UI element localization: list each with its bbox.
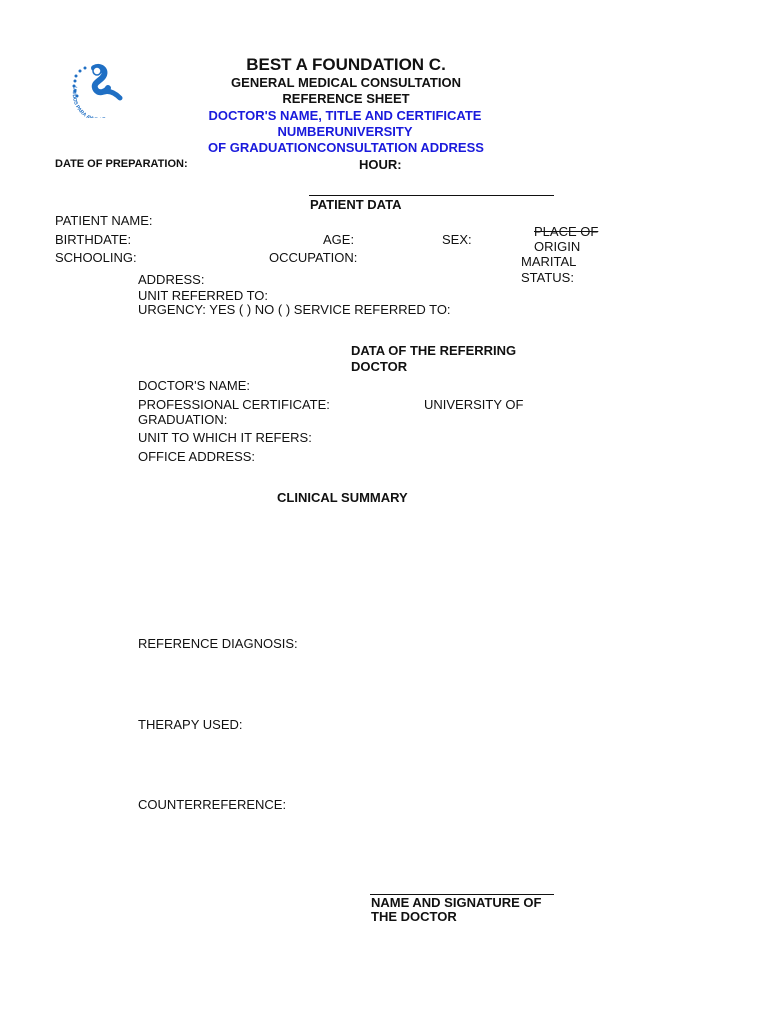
doctor-info-line-3: OF GRADUATIONCONSULTATION ADDRESS bbox=[208, 140, 484, 155]
therapy-used-label: THERAPY USED: bbox=[138, 717, 243, 732]
doctor-name-label: DOCTOR'S NAME: bbox=[138, 378, 251, 393]
status-label: STATUS: bbox=[521, 270, 574, 285]
university-label: UNIVERSITY OF bbox=[424, 397, 524, 412]
reference-diagnosis-label: REFERENCE DIAGNOSIS: bbox=[138, 636, 298, 651]
doctor-info-line-1: DOCTOR'S NAME, TITLE AND CERTIFICATE bbox=[208, 108, 482, 123]
age-label: AGE: bbox=[323, 232, 355, 247]
signature-label-1: NAME AND SIGNATURE OF bbox=[371, 895, 542, 910]
professional-certificate-label: PROFESSIONAL CERTIFICATE: bbox=[138, 397, 330, 412]
counterreference-label: COUNTERREFERENCE: bbox=[138, 797, 287, 812]
doctor-info-line-2: NUMBERUNIVERSITY bbox=[277, 124, 413, 139]
form-subtitle-reference: REFERENCE SHEET bbox=[282, 91, 410, 106]
sex-label: SEX: bbox=[442, 232, 472, 247]
marital-label: MARITAL bbox=[521, 254, 577, 269]
signature-label-2: THE DOCTOR bbox=[371, 909, 457, 924]
unit-referred-label: UNIT REFERRED TO: bbox=[138, 288, 269, 303]
origin-label: ORIGIN bbox=[534, 239, 581, 254]
hour-label: HOUR: bbox=[359, 157, 402, 172]
office-address-label: OFFICE ADDRESS: bbox=[138, 449, 256, 464]
graduation-label: GRADUATION: bbox=[138, 412, 228, 427]
unit-refers-label: UNIT TO WHICH IT REFERS: bbox=[138, 430, 312, 445]
patient-name-label: PATIENT NAME: bbox=[55, 213, 153, 228]
place-of-label: PLACE OF bbox=[534, 224, 599, 239]
form-subtitle-consultation: GENERAL MEDICAL CONSULTATION bbox=[231, 75, 461, 90]
logo-text: UNIDOS PARA A bbox=[70, 85, 91, 118]
patient-data-heading: PATIENT DATA bbox=[310, 197, 402, 212]
birthdate-label: BIRTHDATE: bbox=[55, 232, 132, 247]
patient-data-rule bbox=[309, 195, 554, 196]
address-label: ADDRESS: bbox=[138, 272, 205, 287]
schooling-label: SCHOOLING: bbox=[55, 250, 137, 265]
referring-doctor-heading-2: DOCTOR bbox=[351, 359, 408, 374]
occupation-label: OCCUPATION: bbox=[269, 250, 358, 265]
referring-doctor-heading-1: DATA OF THE REFERRING bbox=[351, 343, 517, 358]
urgency-label: URGENCY: YES ( ) NO ( ) SERVICE REFERRED TO: bbox=[138, 302, 451, 317]
date-of-preparation-label: DATE OF PREPARATION: bbox=[55, 158, 188, 170]
clinical-summary-heading: CLINICAL SUMMARY bbox=[277, 490, 408, 505]
foundation-title: BEST A FOUNDATION C. bbox=[246, 55, 446, 74]
